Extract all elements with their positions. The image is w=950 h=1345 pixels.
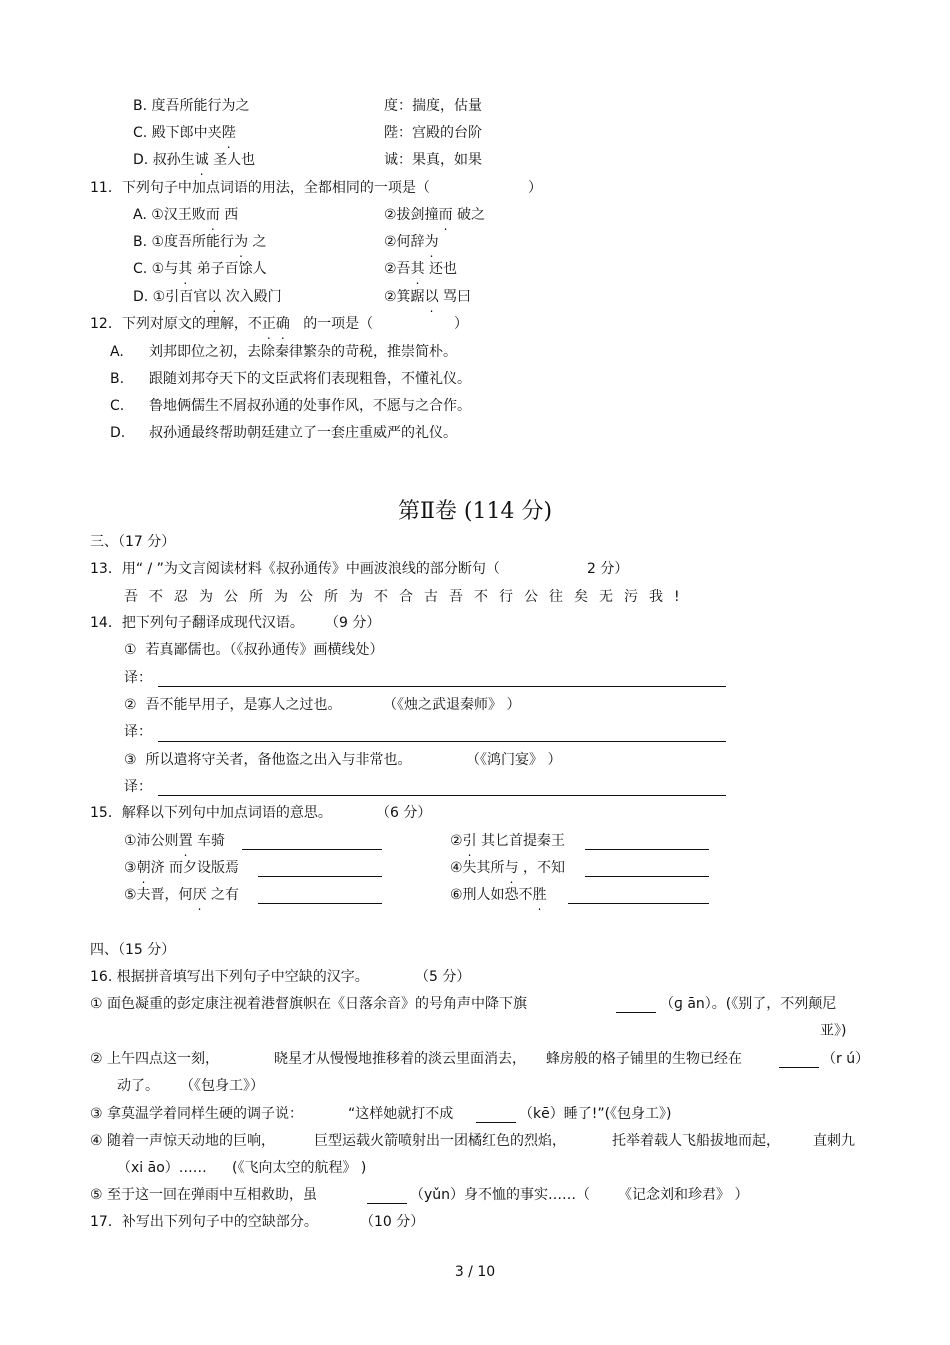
q15-item-5: ⑤夫晋，何厌 之有 — [124, 887, 240, 903]
q16-blank-3[interactable] — [476, 1122, 516, 1123]
q16-item-2: ② 上午四点这一刻， — [90, 1051, 220, 1067]
q11-option-d: D. ①引百官以 次入殿门 — [133, 289, 282, 305]
q11-option-b-2: ②何辞为 — [384, 234, 439, 250]
q15-blank-5[interactable] — [258, 903, 382, 904]
page-number: 3 / 10 — [454, 1264, 496, 1280]
q15-item-4: ④失其所与 ，不知 — [450, 860, 566, 876]
q11-option-c-2: ②吾其 还也 — [384, 261, 458, 277]
q15-blank-1[interactable] — [242, 849, 382, 850]
q10-gloss-d: 诚：果真，如果 — [384, 152, 482, 168]
q13-text: 吾不忍为公所为公所为不合古吾不行公往矣无污我! — [124, 589, 691, 605]
q13-stem: 13．用“ / ”为文言阅读材料《叔孙通传》中画波浪线的部分断句（ — [90, 561, 500, 577]
q15-item-1: ①沛公则置 车骑 — [124, 833, 226, 849]
q16-stem: 16. 根据拼音填写出下列句子中空缺的汉字。 — [90, 969, 369, 985]
q14-answer-line-3[interactable] — [158, 795, 726, 796]
q12-option-a: A. — [110, 344, 124, 360]
section-4-heading: 四、（15 分） — [90, 942, 176, 958]
q11-option-a-2: ②拔剑撞而 破之 — [384, 207, 486, 223]
q12-option-d: D. — [110, 425, 126, 441]
q15-item-3: ③朝济 而夕设版焉 — [124, 860, 240, 876]
q11-stem: 11．下列句子中加点词语的用法，全都相同的一项是（ — [90, 180, 430, 196]
q16-item-3: ③ 拿莫温学着同样生硬的调子说： — [90, 1106, 304, 1122]
q16-item-4: ④ 随着一声惊天动地的巨响， — [90, 1133, 276, 1149]
q17-stem: 17．补写出下列句子中的空缺部分。 — [90, 1214, 318, 1230]
q10-option-c: C. 殿下郎中夹陛 — [133, 125, 236, 141]
q12-option-b: B. — [110, 371, 125, 387]
q10-gloss-c: 陛：宫殿的台阶 — [384, 125, 482, 141]
q11-option-d-2: ②箕踞以 骂曰 — [384, 289, 472, 305]
q14-answer-line-1[interactable] — [158, 686, 726, 687]
part2-title: 第Ⅱ卷 (114 分) — [397, 499, 553, 524]
q16-blank-5[interactable] — [367, 1203, 407, 1204]
q15-blank-3[interactable] — [258, 876, 382, 877]
q15-blank-6[interactable] — [568, 903, 709, 904]
q15-stem: 15．解释以下列句中加点词语的意思。 — [90, 805, 332, 821]
q10-option-d: D. 叔孙生诚 圣人也 — [133, 152, 256, 168]
q12-option-c: C. — [110, 398, 125, 414]
q10-option-b: B. 度吾所能行为之 — [133, 98, 250, 114]
q14-item-3: ③ 所以遣将守关者，备他盗之出入与非常也。 — [124, 752, 412, 768]
q15-item-2: ②引 其匕首提秦王 — [450, 833, 566, 849]
q14-stem: 14．把下列句子翻译成现代汉语。 — [90, 615, 304, 631]
q12-stem: 12．下列对原文的理解，不正确 的一项是（ — [90, 316, 374, 332]
q11-option-a: A. ①汉王败而 西 — [133, 207, 239, 223]
q16-item-1: ① 面色凝重的彭定康注视着港督旗帜在《日落余音》的号角声中降下旗 — [90, 996, 527, 1012]
q15-blank-2[interactable] — [585, 849, 709, 850]
section-3-heading: 三、（17 分） — [90, 534, 176, 550]
q10-gloss-b: 度：揣度，估量 — [384, 98, 482, 114]
q11-option-b: B. ①度吾所能行为 之 — [133, 234, 267, 250]
q16-blank-2[interactable] — [779, 1067, 819, 1068]
q14-answer-line-2[interactable] — [158, 741, 726, 742]
q15-item-6: ⑥刑人如恐不胜 — [450, 887, 547, 903]
q16-item-5: ⑤ 至于这一回在弹雨中互相救助，虽 — [90, 1187, 318, 1203]
q14-item-2: ② 吾不能早用子，是寡人之过也。 — [124, 697, 342, 713]
q11-option-c: C. ①与其 弟子百馀人 — [133, 261, 267, 277]
q16-blank-1[interactable] — [616, 1012, 656, 1013]
q14-item-1: ① 若真鄙儒也。（《叔孙通传》画横线处） — [124, 642, 384, 658]
q15-blank-4[interactable] — [585, 876, 709, 877]
